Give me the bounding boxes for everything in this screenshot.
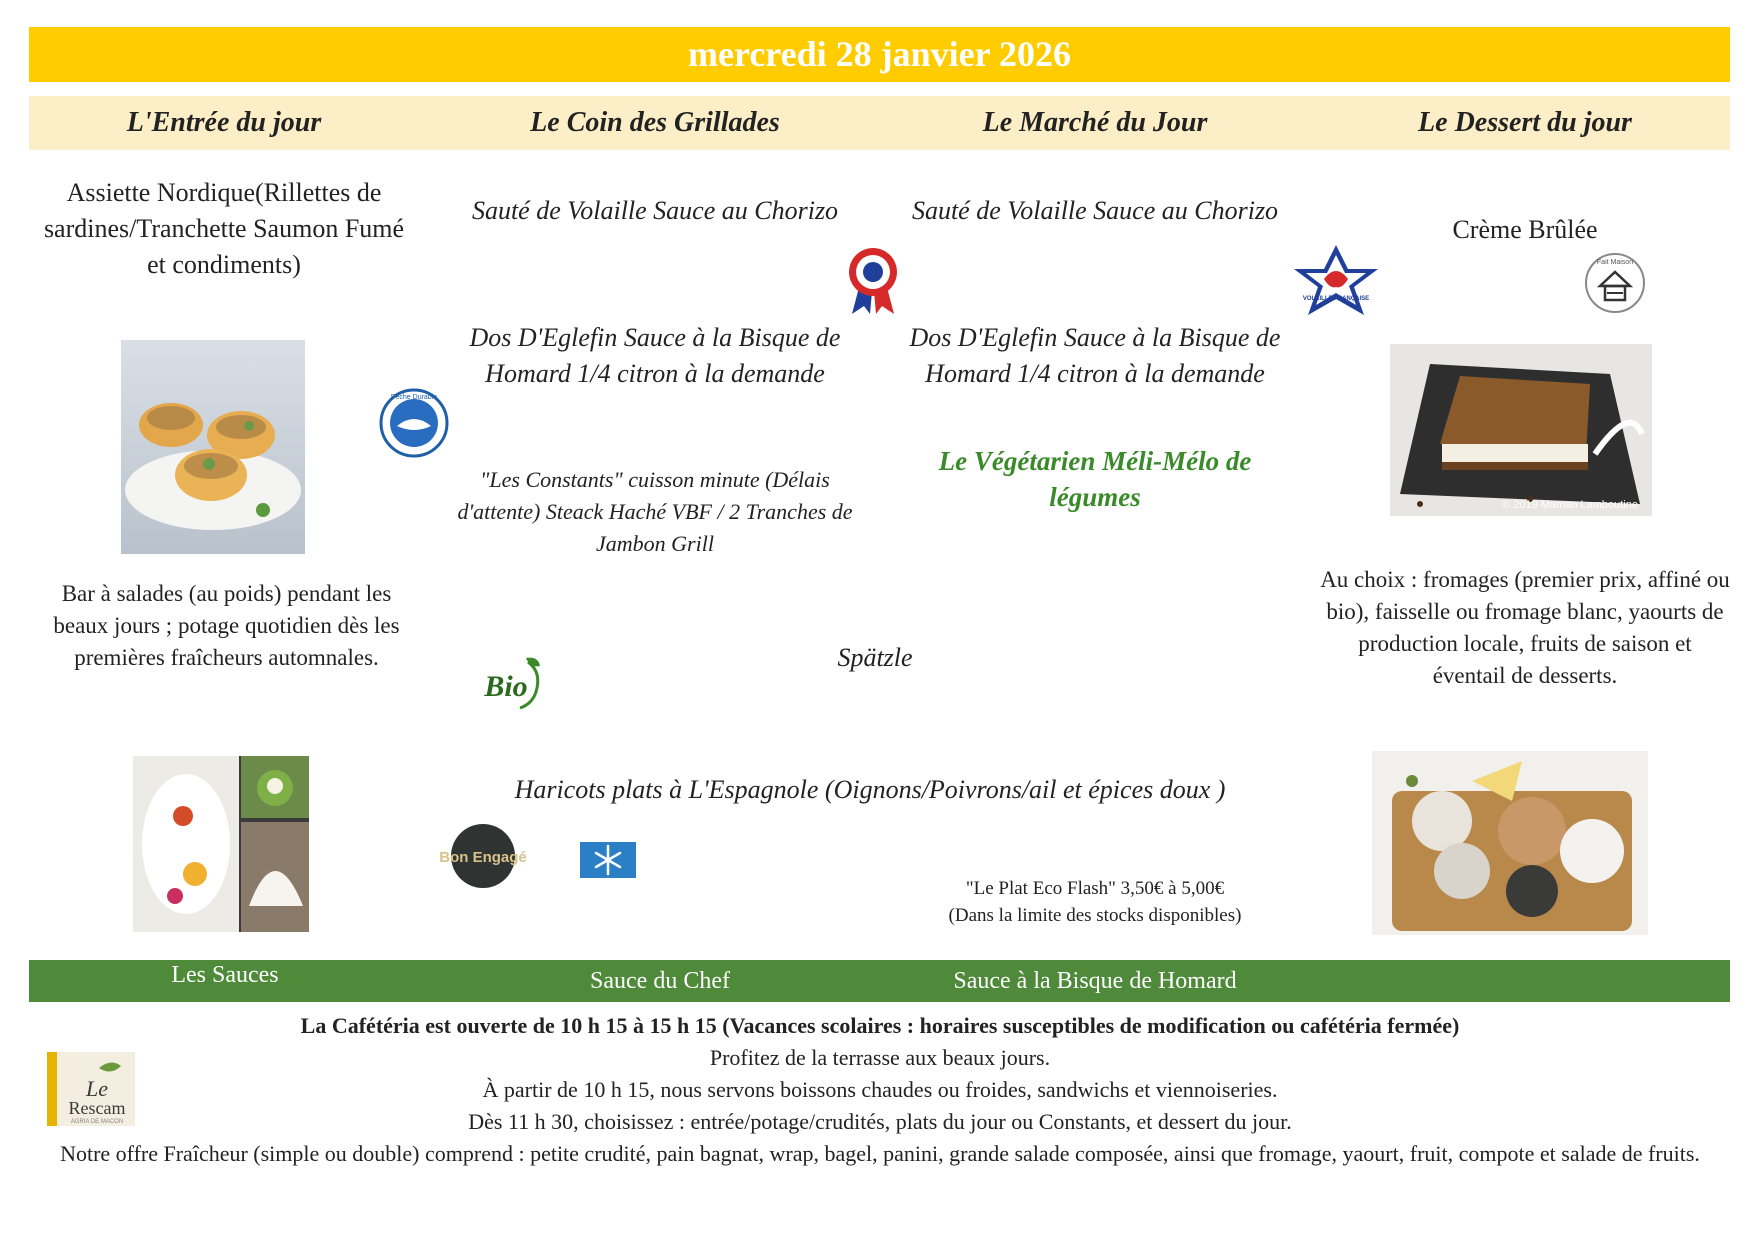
- volaille-francaise-icon: [1290, 243, 1382, 317]
- bio-leaf-icon: [480, 652, 546, 712]
- fromages-photo: [1372, 751, 1648, 935]
- tiramisu-image: [1390, 344, 1652, 516]
- svg-text:Bio: Bio: [484, 670, 528, 703]
- sauce-du-chef: Sauce du Chef: [590, 968, 730, 994]
- svg-text:© 2019 Maman Lamboutine: © 2019 Maman Lamboutine: [1502, 499, 1638, 511]
- column-header-grillades: Le Coin des Grillades: [530, 107, 780, 138]
- volaille-francaise-logo: [1290, 243, 1382, 317]
- surgele-logo: [580, 842, 636, 878]
- grillades-dish-1: Sauté de Volaille Sauce au Chorizo: [471, 196, 839, 225]
- cafeteria-hours: La Cafétéria est ouverte de 10 h 15 à 15 h 15 (Vacances scolaires : horaires susceptibles de modification ou cafétéria fermée): [300, 1013, 1460, 1038]
- peche-durable-logo: [379, 388, 449, 458]
- column-header-entree: L'Entrée du jour: [126, 107, 322, 138]
- footer-line-3: Dès 11 h 30, choisissez : entrée/potage/crudités, plats du jour ou Constants, et dessert du jour.: [468, 1109, 1292, 1134]
- rosette-icon: [840, 246, 906, 316]
- side-haricots: Haricots plats à L'Espagnole (Oignons/Poivrons/ail et épices doux ): [514, 775, 1226, 804]
- footer-line-2: À partir de 10 h 15, nous servons boissons chaudes ou froides, sandwichs et viennoiseries.: [482, 1077, 1278, 1102]
- bio-logo: [480, 652, 546, 712]
- sauce-bisque: Sauce à la Bisque de Homard: [953, 968, 1237, 994]
- bon-engage-icon: [439, 822, 527, 890]
- bon-engage-logo: [439, 822, 527, 890]
- column-header-dessert: Le Dessert du jour: [1418, 107, 1632, 138]
- footer-line-4: Notre offre Fraîcheur (simple ou double) comprend : petite crudité, pain bagnat, wrap, bagel, panini, grande salade composée, ainsi que fromage, yaourt, fruit, compote et salade de fruits.: [60, 1141, 1700, 1166]
- footer-line-1: Profitez de la terrasse aux beaux jours.: [709, 1045, 1051, 1070]
- sauces-label: Les Sauces: [171, 962, 279, 988]
- cocarde-logo: [840, 246, 906, 316]
- fait-maison-icon: [1580, 252, 1650, 314]
- entree-photo: [121, 340, 305, 554]
- salad-bar-text: Bar à salades (au poids) pendant les beaux jours ; potage quotidien dès les premières fraîcheurs automnales.: [53, 581, 400, 670]
- svg-text:Pêche Durable: Pêche Durable: [390, 394, 438, 401]
- eco-flash-line1: "Le Plat Eco Flash" 3,50€ à 5,00€: [965, 878, 1225, 899]
- grillades-constants: "Les Constants" cuisson minute (Délais d'attente) Steack Haché VBF / 2 Tranches de Jambon Grill: [457, 467, 853, 556]
- vegetarien-dish: Le Végétarien Méli-Mélo de légumes: [938, 446, 1252, 512]
- sauces-photo: [133, 756, 309, 932]
- marche-dish-1: Sauté de Volaille Sauce au Chorizo: [911, 196, 1279, 225]
- grillades-dish-2: Dos D'Eglefin Sauce à la Bisque de Homard 1/4 citron à la demande: [469, 323, 841, 388]
- fait-maison-logo: [1580, 252, 1650, 314]
- cheese-basket-image: [1372, 751, 1648, 935]
- svg-text:Le: Le: [86, 1076, 108, 1101]
- plated-dish-image: [133, 756, 309, 932]
- svg-text:Fait Maison: Fait Maison: [1596, 259, 1634, 266]
- eco-flash-line2: (Dans la limite des stocks disponibles): [948, 905, 1242, 926]
- marche-dish-2: Dos D'Eglefin Sauce à la Bisque de Homard 1/4 citron à la demande: [909, 323, 1281, 388]
- svg-text:AGRIA DE MACON: AGRIA DE MACON: [70, 1119, 124, 1125]
- column-header-marche: Le Marché du Jour: [982, 107, 1208, 138]
- vol-au-vent-image: [121, 340, 305, 554]
- peche-durable-icon: [379, 388, 449, 458]
- svg-text:Bon Engagé: Bon Engagé: [439, 849, 527, 866]
- dessert-choix: Au choix : fromages (premier prix, affiné ou bio), faisselle ou fromage blanc, yaourts de production locale, fruits de saison et éventail de desserts.: [1320, 567, 1730, 688]
- creme-brulee-photo: [1390, 344, 1652, 516]
- svg-text:VOLAILLE FRANÇAISE: VOLAILLE FRANÇAISE: [1302, 296, 1370, 302]
- side-spaetzle: Spätzle: [837, 643, 913, 672]
- entree-dish: Assiette Nordique(Rillettes de sardines/Tranchette Saumon Fumé et condiments): [43, 178, 405, 279]
- dessert-dish: Crème Brûlée: [1452, 215, 1598, 244]
- snowflake-icon: [580, 842, 636, 878]
- svg-text:Rescam: Rescam: [68, 1098, 126, 1118]
- date-banner: mercredi 28 janvier 2026: [29, 27, 1730, 82]
